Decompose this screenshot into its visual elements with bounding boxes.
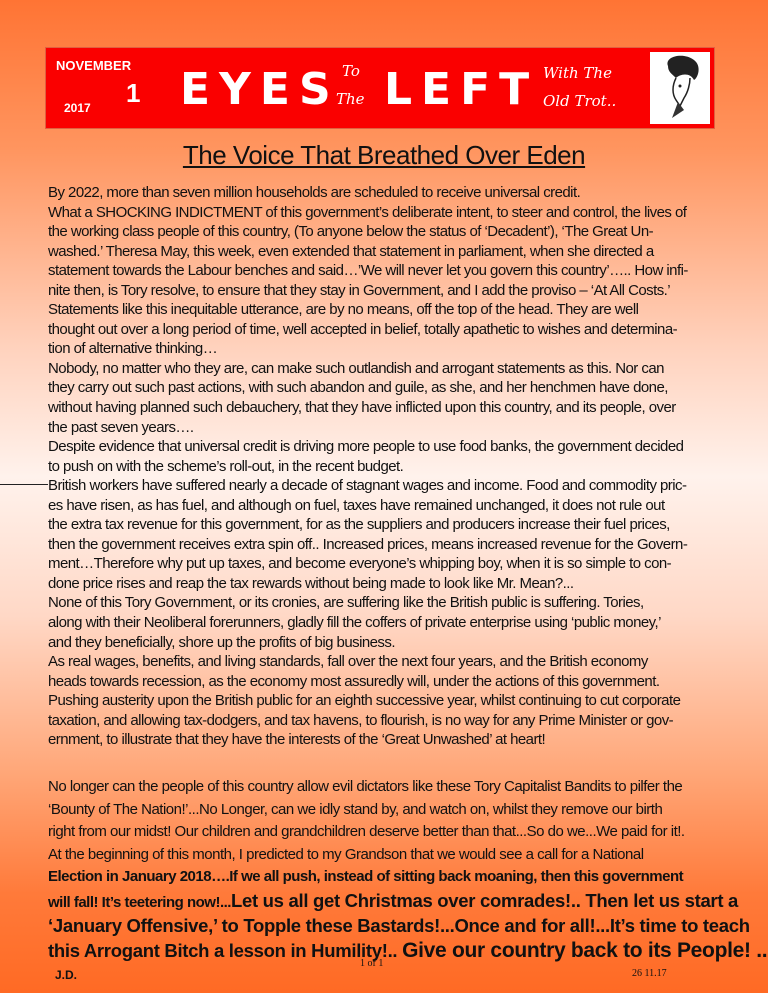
closing-line [48,938,768,964]
page-number: 1 of 1 [360,958,384,969]
masthead-month: NOVEMBER [56,58,132,73]
body-line: Despite evidence that universal credit is driving more people to use food banks, the government decided [48,438,684,456]
closing-line: ‘January Offensive,’ to Topple these Bastards!...Once and for all!...It’s time to teach [48,914,750,936]
body-line: Statements like this inequitable utterance, are by no means, off the top of the head. They are well [48,301,639,319]
body-line: None of this Tory Government, or its cronies, are suffering like the British public is suffering. Tories, [48,594,644,612]
closing-text: will fall! It’s teetering now!... [48,893,231,911]
closing-text: this Arrogant Bitch a lesson in Humility!.. [48,939,403,961]
masthead-the: The [336,90,365,108]
body-line: statement towards the Labour benches and said…’We will never let you govern this country’….. How infi- [48,262,688,280]
body-line: the extra tax revenue for this government, for as the suppliers and producers increase their fuel prices, [48,516,670,534]
body-line: What a SHOCKING INDICTMENT of this government’s deliberate intent, to steer and control, the lives of [48,203,687,221]
closing-text: Let us all get Christmas over comrades!.. Then let us start a [230,889,739,911]
body-line: By 2022, more than seven million households are scheduled to receive universal credit. [48,184,581,201]
body-line: the past seven years…. [48,418,194,436]
body-line: As real wages, benefits, and living standards, fall over the next four years, and the British economy [48,653,648,671]
footer-date: 26 11.17 [632,968,667,979]
body-line: without having planned such debauchery, that they have inflicted upon this country, and its people, over [48,399,676,417]
body-line: and they beneficially, shore up the profits of big business. [48,633,395,651]
body-line: then the government receives extra spin off.. Increased prices, means increased revenue for the Govern- [48,535,688,553]
body-line: heads towards recession, as the economy most assuredly will, under the actions of this government. [48,672,660,690]
body-line: Nobody, no matter who they are, can make such outlandish and arrogant statements as this. Nor can [48,359,664,377]
masthead-banner [45,47,715,129]
body-line: es have risen, as has fuel, and although on fuel, taxes have remained unchanged, it does not rule out [48,496,665,514]
closing-line: ‘Bounty of The Nation!’...No Longer, can we idly stand by, and watch on, whilst they remove our birth [48,800,663,818]
closing-line: Election in January 2018….If we all push, instead of sitting back moaning, then this government [48,868,684,885]
body-line: taxation, and allowing tax-dodgers, and tax havens, to flourish, is no way for any Prime Minister or gov- [48,711,674,729]
body-line: tion of alternative thinking… [48,340,218,358]
body-line: the working class people of this country, (To anyone below the status of ‘Decadent’), ‘The Great Un- [48,223,654,241]
body-line: ernment, to illustrate that they have the interests of the ‘Great Unwashed’ at heart! [48,731,546,749]
masthead-with-the: With The [543,64,612,82]
body-line: Pushing austerity upon the British public for an eighth successive year, whilst continuing to cut corporate [48,692,681,710]
masthead-old-trot: Old Trot.. [543,92,617,110]
masthead-issue: 1 [126,78,141,108]
closing-line: No longer can the people of this country allow evil dictators like these Tory Capitalist Bandits to pilfer the [48,778,683,795]
body-line: ment…Therefore why put up taxes, and become everyone’s whipping boy, when it is so simple to con- [48,555,672,573]
masthead-eyes: EYES [180,64,340,115]
masthead-to: To [342,62,360,80]
closing-line [48,889,738,913]
masthead-left: LEFT [384,64,539,115]
body-line: they carry out such past actions, with such abandon and guile, as she, and her henchmen have done, [48,379,668,397]
closing-section [48,776,768,964]
body-line: British workers have suffered nearly a decade of stagnant wages and income. Food and commodity pric- [48,477,687,495]
body-line: to push on with the scheme’s roll-out, in the recent budget. [48,457,404,475]
body-line: thought out over a long period of time, well accepted in belief, totally apathetic to wishes and determina- [48,320,678,338]
closing-line: At the beginning of this month, I predicted to my Grandson that we would see a call for a National [48,845,644,863]
article-body [48,183,728,750]
body-line: done price rises and reap the tax rewards without being made to look like Mr. Mean?... [48,574,574,592]
body-line: nite then, is Tory resolve, to ensure that they stay in Government, and I add the proviso – ‘At All Costs.’ [48,281,671,299]
author-initials: J.D. [55,968,78,982]
body-line: washed.’ Theresa May, this week, even extended that statement in parliament, when she directed a [48,242,654,260]
portrait-caricature-icon [650,52,710,124]
closing-text: Give our country back to its People! .. [402,938,768,962]
closing-line: right from our midst! Our children and grandchildren deserve better than that...So do we...We paid for it!. [48,823,685,840]
masthead-year: 2017 [64,101,91,115]
article-title: The Voice That Breathed Over Eden [182,140,586,170]
margin-rule [0,484,48,485]
body-line: along with their Neoliberal forerunners, gladly fill the coffers of private enterprise using ‘public money,’ [48,614,661,632]
